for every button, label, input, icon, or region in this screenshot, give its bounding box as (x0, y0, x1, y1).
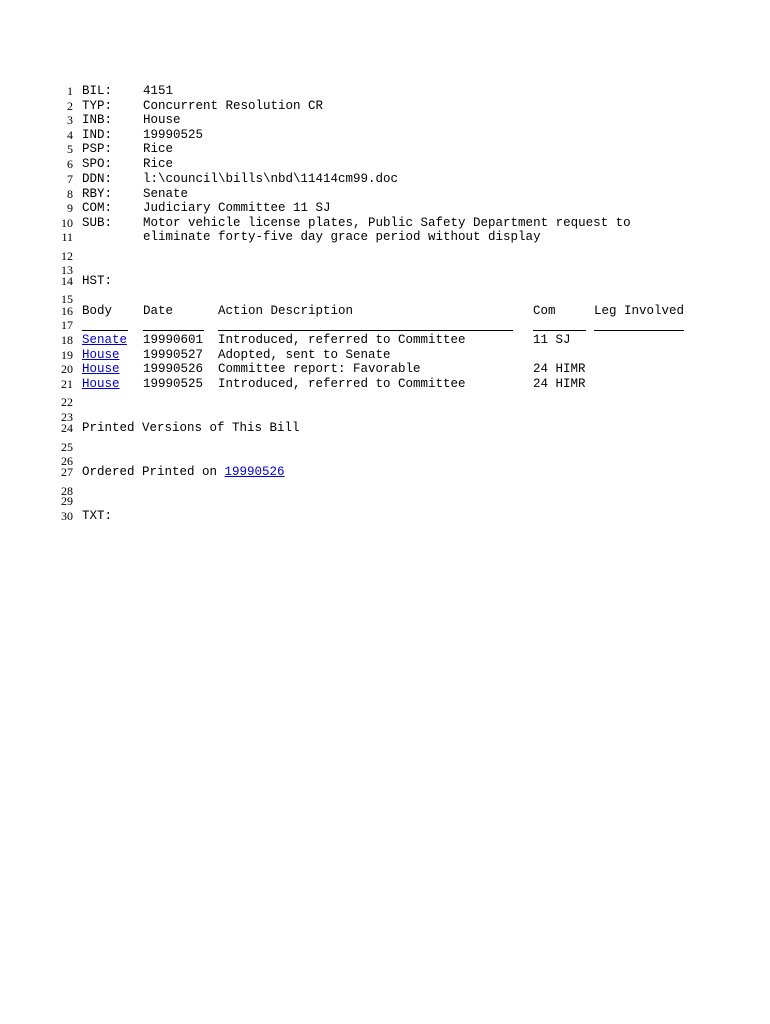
table-row-action: Introduced, referred to Committee (218, 377, 466, 391)
ordered-printed-date-link[interactable]: 19990526 (224, 465, 285, 479)
table-row-body[interactable] (82, 333, 127, 347)
header-com: Com (533, 304, 556, 318)
subject: Motor vehicle license plates, Public Safety Department request to (143, 216, 631, 230)
line-number: 13 (61, 263, 73, 277)
header-body: Body (82, 304, 113, 318)
ordered-printed-label: Ordered Printed on (82, 465, 225, 479)
header-underline (218, 330, 513, 331)
referred-by: Senate (143, 187, 189, 201)
subject-continuation: eliminate forty-five day grace period without display (143, 230, 541, 244)
line-number: 25 (61, 440, 73, 454)
field-label: COM: (82, 201, 113, 215)
line-number: 28 (61, 484, 73, 498)
line-number: 14 (61, 274, 73, 288)
line-number: 22 (61, 395, 73, 409)
line-number: 16 (61, 304, 73, 318)
header-underline (143, 330, 204, 331)
field-label: INB: (82, 113, 113, 127)
line-number: 17 (61, 318, 73, 332)
line-number: 29 (61, 494, 73, 508)
introduced-body: House (143, 113, 181, 127)
bill-number: 4151 (143, 84, 174, 98)
introduced-date: 19990525 (143, 128, 204, 142)
line-number: 4 (67, 128, 73, 142)
committee: Judiciary Committee 11 SJ (143, 201, 331, 215)
field-label: SUB: (82, 216, 113, 230)
header-underline (82, 330, 128, 331)
line-number: 8 (67, 187, 73, 201)
line-number: 24 (61, 421, 73, 435)
line-number: 18 (61, 333, 73, 347)
header-underline (533, 330, 586, 331)
line-number: 19 (61, 348, 73, 362)
header-underline (594, 330, 684, 331)
line-number: 2 (67, 99, 73, 113)
line-number: 15 (61, 292, 73, 306)
table-row-action: Adopted, sent to Senate (218, 348, 391, 362)
primary-sponsor: Rice (143, 142, 174, 156)
line-number: 30 (61, 509, 73, 523)
body-link[interactable]: Senate (82, 333, 128, 347)
line-number: 27 (61, 465, 73, 479)
line-number: 26 (61, 454, 73, 468)
printed-versions-title: Printed Versions of This Bill (82, 421, 300, 435)
history-label: HST: (82, 274, 113, 288)
sponsor: Rice (143, 157, 174, 171)
header-leg: Leg Involved (594, 304, 685, 318)
line-number: 12 (61, 249, 73, 263)
line-number: 10 (61, 216, 73, 230)
table-row-date: 19990601 (143, 333, 204, 347)
table-row-com: 24 HIMR (533, 362, 586, 376)
table-row-action: Committee report: Favorable (218, 362, 421, 376)
txt-label: TXT: (82, 509, 113, 523)
table-row-date: 19990526 (143, 362, 204, 376)
table-row-date: 19990525 (143, 377, 204, 391)
header-action: Action Description (218, 304, 354, 318)
body-link[interactable]: House (82, 348, 120, 362)
line-number: 3 (67, 113, 73, 127)
body-link[interactable]: House (82, 362, 120, 376)
line-number: 1 (67, 84, 73, 98)
field-label: BIL: (82, 84, 113, 98)
line-number: 20 (61, 362, 73, 376)
line-number: 7 (67, 172, 73, 186)
line-number: 23 (61, 410, 73, 424)
field-label: RBY: (82, 187, 113, 201)
body-link[interactable]: House (82, 377, 120, 391)
field-label: DDN: (82, 172, 113, 186)
line-number: 9 (67, 201, 73, 215)
line-number: 11 (61, 230, 73, 244)
ordered-printed-line (82, 465, 285, 479)
table-row-com: 24 HIMR (533, 377, 586, 391)
field-label: PSP: (82, 142, 113, 156)
table-row-body[interactable] (82, 348, 120, 362)
table-row-date: 19990527 (143, 348, 204, 362)
field-label: SPO: (82, 157, 113, 171)
table-row-action: Introduced, referred to Committee (218, 333, 466, 347)
line-number: 21 (61, 377, 73, 391)
line-number: 6 (67, 157, 73, 171)
header-date: Date (143, 304, 174, 318)
line-number: 5 (67, 142, 73, 156)
table-row-body[interactable] (82, 377, 120, 391)
bill-type: Concurrent Resolution CR (143, 99, 324, 113)
document-path: l:\council\bills\nbd\11414cm99.doc (143, 172, 399, 186)
table-row-com: 11 SJ (533, 333, 571, 347)
field-label: IND: (82, 128, 113, 142)
field-label: TYP: (82, 99, 113, 113)
table-row-body[interactable] (82, 362, 120, 376)
